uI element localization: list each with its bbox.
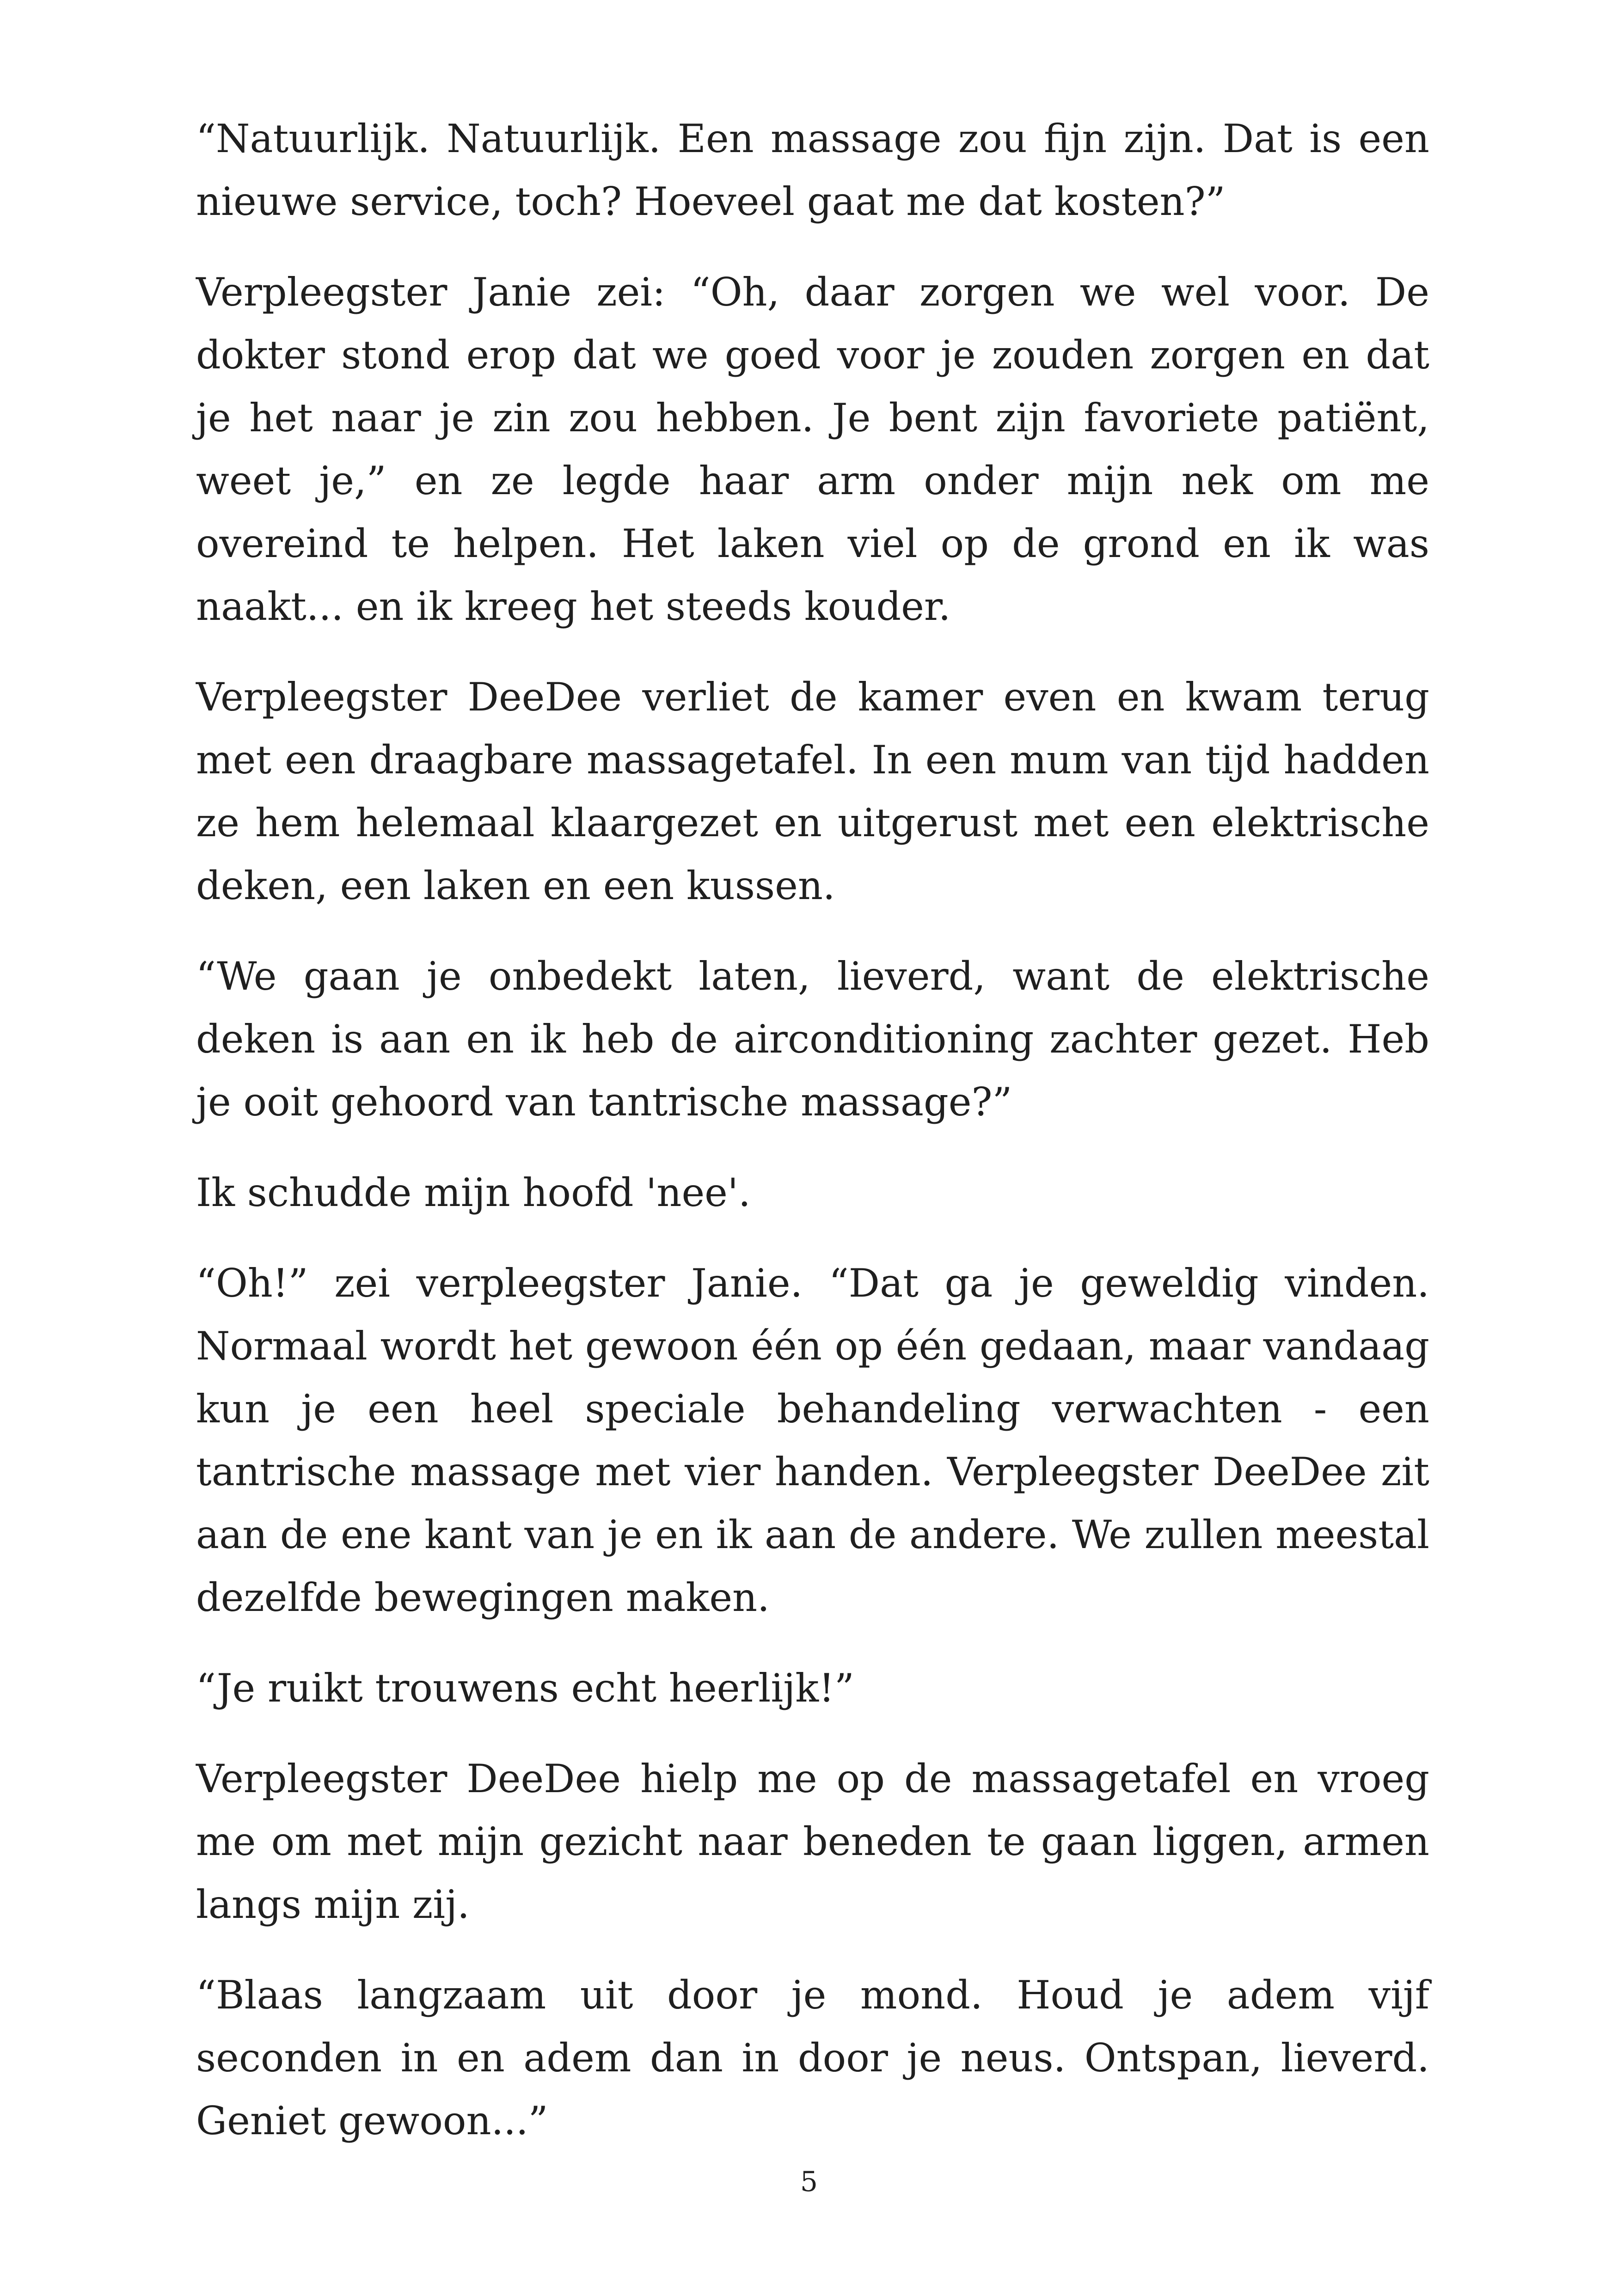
paragraph: Verpleegster DeeDee verliet de kamer even en kwam terug met een draagbare massagetafel. In een mum van tijd hadden ze hem helemaal klaargezet en uitgerust met een elektrische deken, een laken en een kussen. xyxy=(196,674,1429,908)
paragraph: “We gaan je onbedekt laten, lieverd, want de elektrische deken is aan en ik heb de airconditioning zachter gezet. Heb je ooit gehoord van tantrische massage?” xyxy=(196,954,1429,1125)
paragraph: “Oh!” zei verpleegster Janie. “Dat ga je geweldig vinden. Normaal wordt het gewoon één op één gedaan, maar vandaag kun je een heel speciale behandeling verwachten - een tantrische massage met vier handen. Verpleegster DeeDee zit aan de ene kant van je en ik aan de andere. We zullen meestal dezelfde bewegingen maken. xyxy=(196,1261,1429,1620)
paragraph: “Natuurlijk. Natuurlijk. Een massage zou fijn zijn. Dat is een nieuwe service, toch? Hoeveel gaat me dat kosten?” xyxy=(196,116,1429,224)
paragraph: Verpleegster DeeDee hielp me op de massagetafel en vroeg me om met mijn gezicht naar beneden te gaan liggen, armen langs mijn zij. xyxy=(196,1756,1429,1927)
paragraph: Verpleegster Janie zei: “Oh, daar zorgen we wel voor. De dokter stond erop dat we goed voor je zouden zorgen en dat je het naar je zin zou hebben. Je bent zijn favoriete patiënt, weet je,” en ze legde haar arm onder mijn nek om me overeind te helpen. Het laken viel op de grond en ik was naakt... en ik kreeg het steeds kouder. xyxy=(196,269,1429,629)
page-number: 5 xyxy=(800,2166,818,2198)
body-text xyxy=(196,107,1429,2180)
paragraph: Ik schudde mijn hoofd 'nee'. xyxy=(196,1170,751,1215)
paragraph: “Blaas langzaam uit door je mond. Houd je adem vijf seconden in en adem dan in door je neus. Ontspan, lieverd. Geniet gewoon...” xyxy=(196,1972,1429,2143)
paragraph: “Je ruikt trouwens echt heerlijk!” xyxy=(196,1665,854,1711)
